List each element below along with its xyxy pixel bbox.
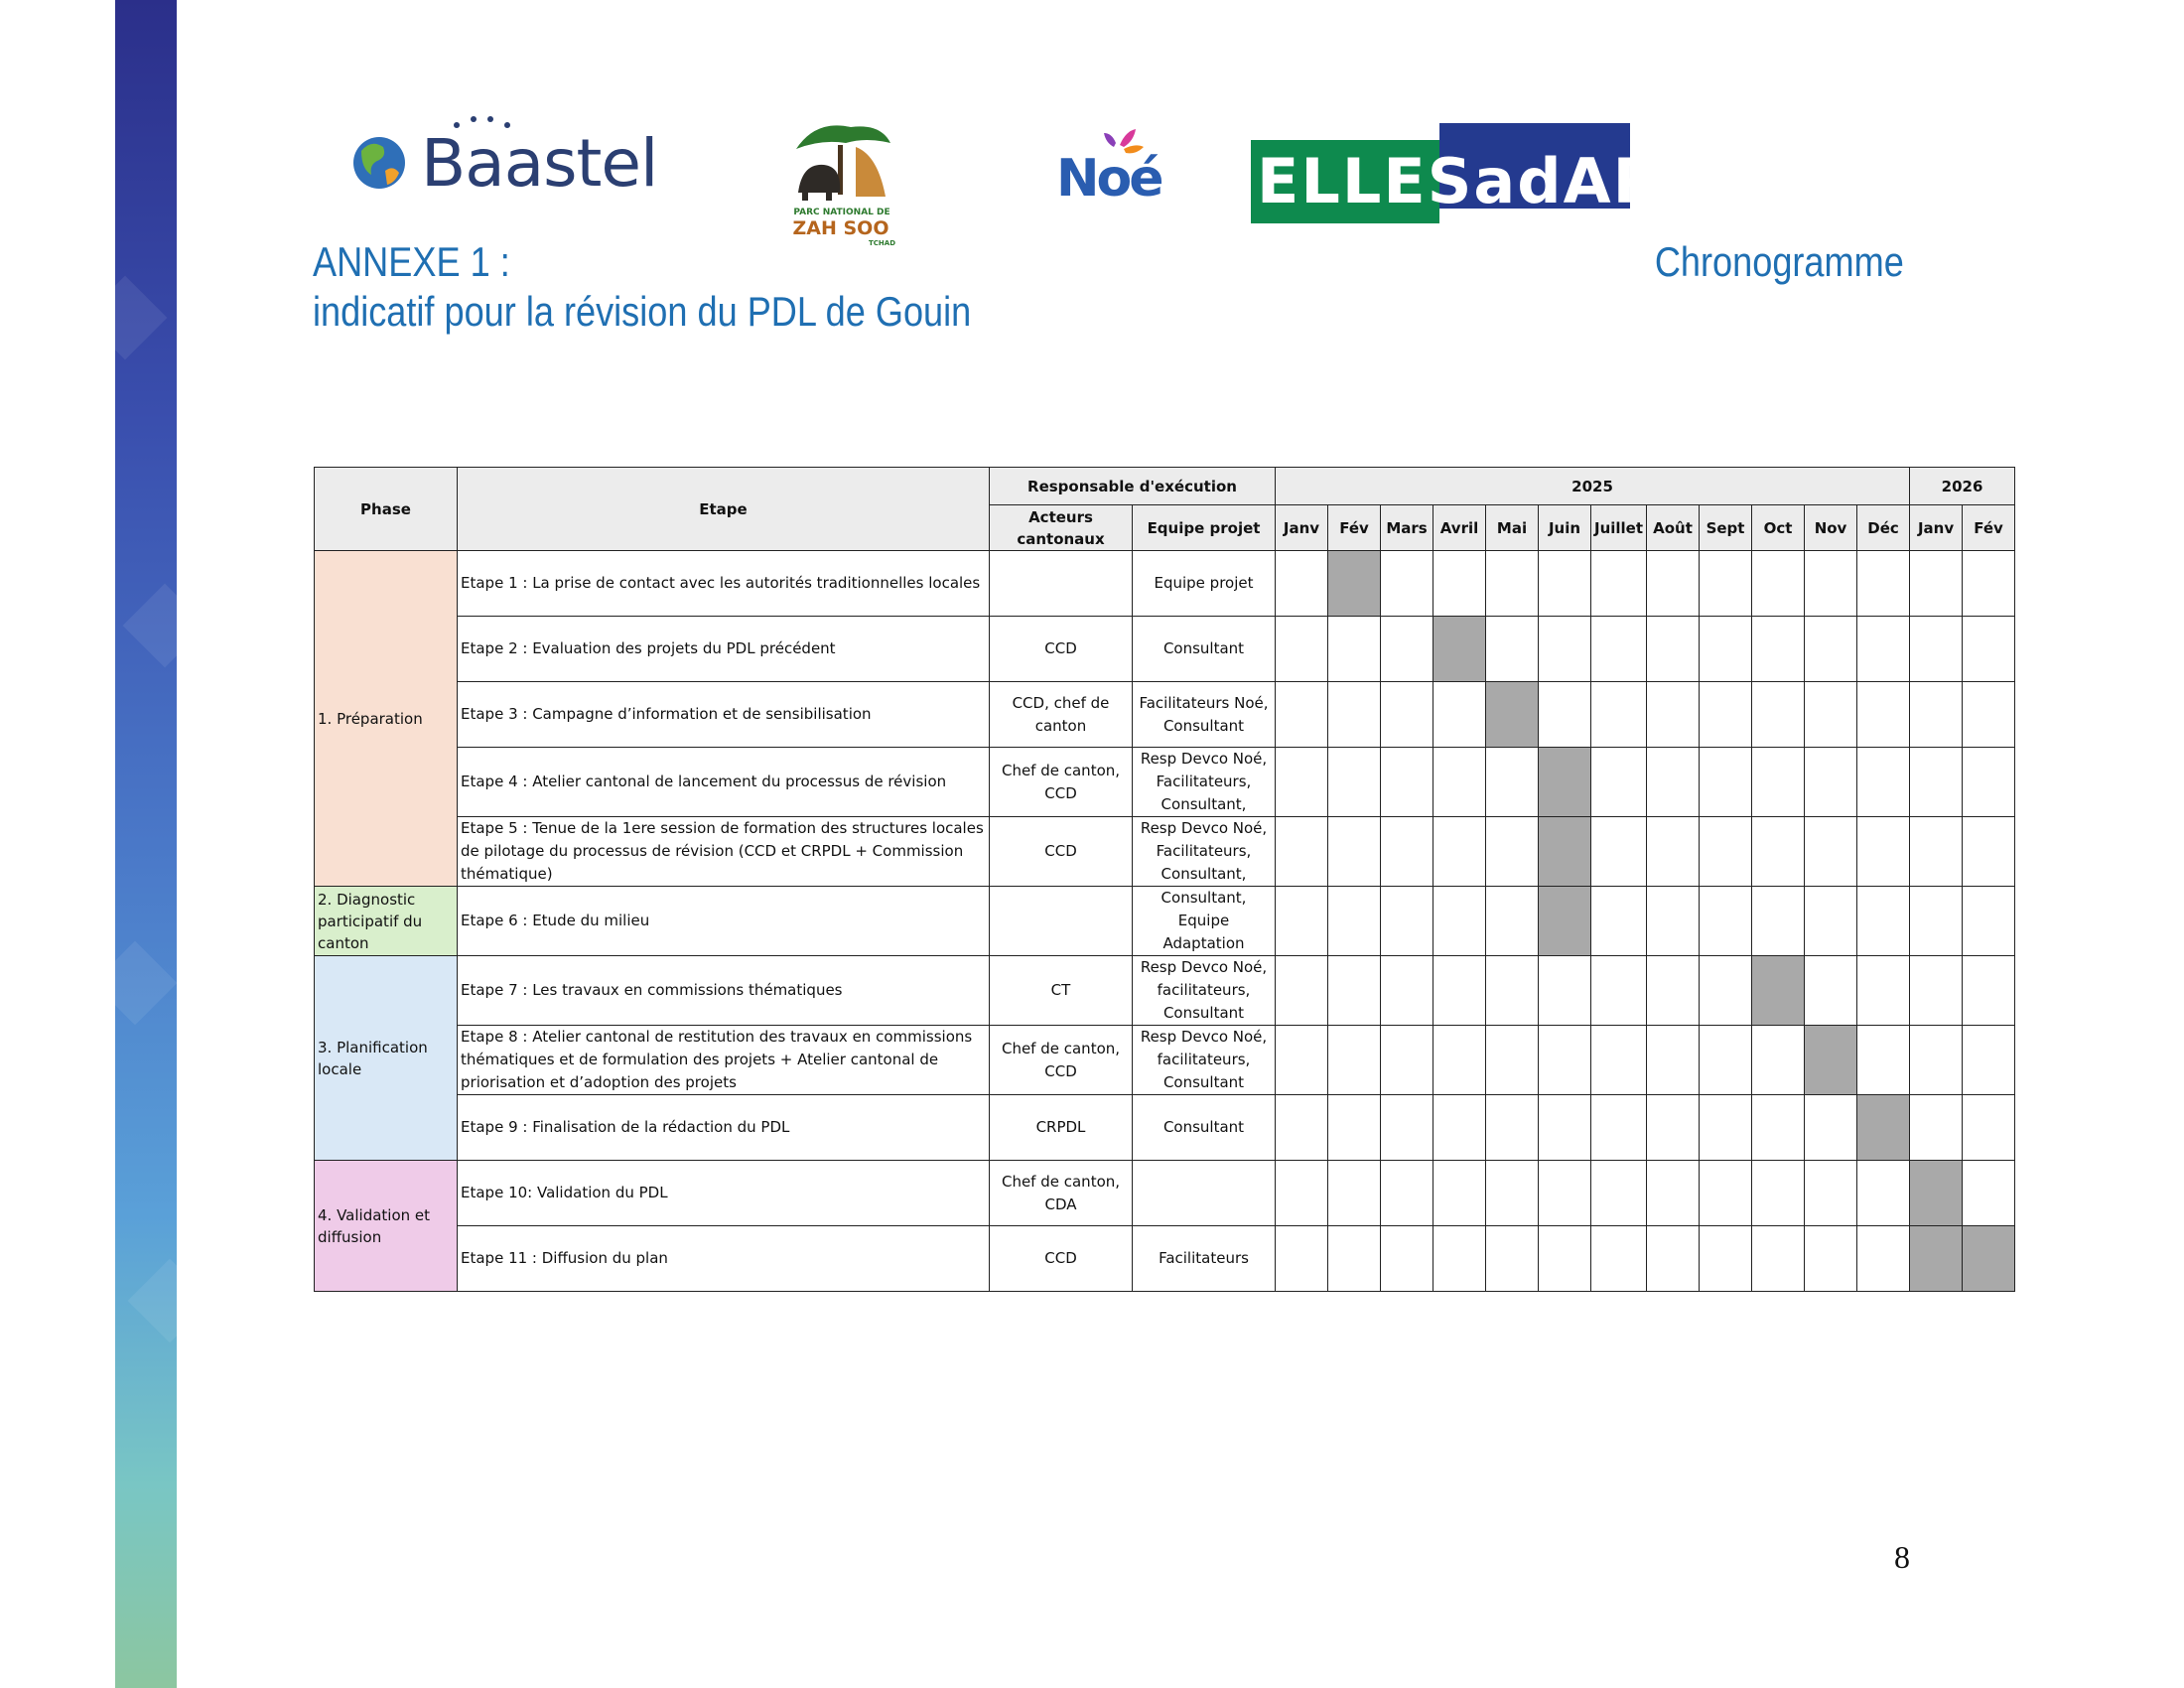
schedule-cell bbox=[1381, 617, 1433, 682]
schedule-cell bbox=[1276, 817, 1328, 887]
schedule-cell-active bbox=[1539, 748, 1591, 817]
table-row bbox=[315, 1026, 2015, 1095]
acteurs-cell: Chef de canton, CDA bbox=[990, 1161, 1133, 1226]
schedule-cell bbox=[1591, 1226, 1647, 1292]
acteurs-cell: Chef de canton, CCD bbox=[990, 748, 1133, 817]
schedule-cell bbox=[1539, 1095, 1591, 1161]
header-etape: Etape bbox=[458, 468, 990, 551]
schedule-cell bbox=[1433, 1161, 1486, 1226]
schedule-cell bbox=[1752, 748, 1805, 817]
schedule-table bbox=[314, 467, 2015, 1292]
phase-cell-validation: 4. Validation et diffusion bbox=[315, 1161, 458, 1292]
equipe-cell: Resp Devco Noé, facilitateurs, Consultant bbox=[1133, 956, 1276, 1026]
equipe-cell bbox=[1133, 1161, 1276, 1226]
schedule-cell bbox=[1700, 1226, 1752, 1292]
schedule-cell bbox=[1963, 1161, 2015, 1226]
header-month: Nov bbox=[1805, 505, 1857, 551]
header-month: Avril bbox=[1433, 505, 1486, 551]
acteurs-cell: CCD, chef de canton bbox=[990, 682, 1133, 748]
schedule-cell bbox=[1857, 682, 1910, 748]
phase-cell-preparation: 1. Préparation bbox=[315, 551, 458, 887]
table-row bbox=[315, 1161, 2015, 1226]
header-phase: Phase bbox=[315, 468, 458, 551]
zah-soo-caption-country: TCHAD bbox=[869, 239, 895, 247]
header-month: Fév bbox=[1328, 505, 1381, 551]
schedule-cell bbox=[1328, 1095, 1381, 1161]
schedule-cell bbox=[1647, 1161, 1700, 1226]
schedule-cell bbox=[1963, 617, 2015, 682]
header-month: Août bbox=[1647, 505, 1700, 551]
schedule-cell bbox=[1963, 956, 2015, 1026]
schedule-cell bbox=[1591, 617, 1647, 682]
schedule-cell bbox=[1752, 617, 1805, 682]
schedule-cell bbox=[1591, 887, 1647, 956]
step-cell: Etape 9 : Finalisation de la rédaction du PDL bbox=[458, 1095, 990, 1161]
phase-cell-planification: 3. Planification locale bbox=[315, 956, 458, 1161]
table-row bbox=[315, 748, 2015, 817]
step-cell: Etape 7 : Les travaux en commissions thématiques bbox=[458, 956, 990, 1026]
schedule-cell bbox=[1381, 817, 1433, 887]
schedule-cell bbox=[1486, 956, 1539, 1026]
schedule-cell bbox=[1433, 1026, 1486, 1095]
schedule-cell bbox=[1910, 1095, 1963, 1161]
schedule-cell bbox=[1486, 887, 1539, 956]
schedule-cell bbox=[1805, 682, 1857, 748]
schedule-cell bbox=[1647, 956, 1700, 1026]
schedule-cell bbox=[1486, 817, 1539, 887]
schedule-cell-active bbox=[1910, 1226, 1963, 1292]
schedule-cell bbox=[1647, 748, 1700, 817]
equipe-cell: Resp Devco Noé, Facilitateurs, Consultant, bbox=[1133, 817, 1276, 887]
schedule-cell-active bbox=[1805, 1026, 1857, 1095]
schedule-cell bbox=[1591, 1026, 1647, 1095]
schedule-cell bbox=[1539, 956, 1591, 1026]
schedule-cell bbox=[1752, 1095, 1805, 1161]
schedule-cell bbox=[1381, 551, 1433, 617]
schedule-cell bbox=[1752, 551, 1805, 617]
schedule-cell bbox=[1276, 1095, 1328, 1161]
schedule-cell-active bbox=[1539, 817, 1591, 887]
schedule-cell bbox=[1805, 887, 1857, 956]
schedule-cell bbox=[1910, 682, 1963, 748]
schedule-cell bbox=[1910, 617, 1963, 682]
schedule-cell bbox=[1381, 887, 1433, 956]
step-cell: Etape 3 : Campagne d’information et de sensibilisation bbox=[458, 682, 990, 748]
schedule-cell bbox=[1381, 748, 1433, 817]
schedule-cell bbox=[1591, 1095, 1647, 1161]
schedule-cell bbox=[1328, 682, 1381, 748]
schedule-cell bbox=[1381, 1226, 1433, 1292]
chronogramme-title: Chronogramme bbox=[1655, 238, 1904, 285]
schedule-cell bbox=[1539, 1026, 1591, 1095]
schedule-cell bbox=[1805, 551, 1857, 617]
schedule-cell-active bbox=[1910, 1161, 1963, 1226]
noe-logo-text: Noé bbox=[1056, 149, 1161, 209]
schedule-cell bbox=[1381, 1026, 1433, 1095]
schedule-cell bbox=[1486, 1095, 1539, 1161]
schedule-cell bbox=[1700, 551, 1752, 617]
equipe-cell: Consultant bbox=[1133, 617, 1276, 682]
page-number: 8 bbox=[1894, 1539, 1910, 1575]
header-month: Fév bbox=[1963, 505, 2015, 551]
schedule-cell bbox=[1276, 887, 1328, 956]
schedule-cell bbox=[1910, 748, 1963, 817]
schedule-cell bbox=[1328, 817, 1381, 887]
schedule-cell bbox=[1433, 956, 1486, 1026]
equipe-cell: Equipe projet bbox=[1133, 551, 1276, 617]
header-month: Janv bbox=[1910, 505, 1963, 551]
header-equipe: Equipe projet bbox=[1133, 505, 1276, 551]
schedule-cell bbox=[1276, 748, 1328, 817]
schedule-cell bbox=[1857, 551, 1910, 617]
schedule-cell bbox=[1647, 551, 1700, 617]
acteurs-cell: CT bbox=[990, 956, 1133, 1026]
schedule-cell bbox=[1805, 617, 1857, 682]
schedule-cell bbox=[1963, 1026, 2015, 1095]
acteurs-cell bbox=[990, 887, 1133, 956]
schedule-cell bbox=[1433, 682, 1486, 748]
step-cell: Etape 8 : Atelier cantonal de restitution des travaux en commissions thématiques et de formulation des projets + Atelier cantonal de priorisation et d’adoption des projets bbox=[458, 1026, 990, 1095]
schedule-cell bbox=[1857, 1026, 1910, 1095]
schedule-cell bbox=[1328, 1026, 1381, 1095]
header-month: Juin bbox=[1539, 505, 1591, 551]
schedule-cell bbox=[1486, 1226, 1539, 1292]
schedule-cell bbox=[1328, 956, 1381, 1026]
header-year-2025: 2025 bbox=[1276, 468, 1910, 505]
schedule-cell bbox=[1591, 682, 1647, 748]
schedule-cell bbox=[1752, 1026, 1805, 1095]
schedule-cell bbox=[1381, 682, 1433, 748]
schedule-cell bbox=[1328, 748, 1381, 817]
header-month: Juillet bbox=[1591, 505, 1647, 551]
schedule-cell bbox=[1539, 1161, 1591, 1226]
annex-subtitle: indicatif pour la révision du PDL de Gouin bbox=[313, 288, 972, 335]
schedule-cell bbox=[1963, 887, 2015, 956]
schedule-cell bbox=[1647, 1095, 1700, 1161]
schedule-cell bbox=[1539, 1226, 1591, 1292]
schedule-cell bbox=[1433, 748, 1486, 817]
schedule-cell bbox=[1805, 1095, 1857, 1161]
schedule-cell bbox=[1700, 617, 1752, 682]
schedule-cell bbox=[1752, 1226, 1805, 1292]
schedule-cell-active bbox=[1433, 617, 1486, 682]
schedule-cell bbox=[1752, 1161, 1805, 1226]
schedule-cell bbox=[1910, 817, 1963, 887]
schedule-cell bbox=[1910, 887, 1963, 956]
schedule-cell bbox=[1963, 551, 2015, 617]
equipe-cell: Resp Devco Noé, facilitateurs, Consultant bbox=[1133, 1026, 1276, 1095]
schedule-cell bbox=[1963, 1095, 2015, 1161]
baastel-logo bbox=[347, 111, 658, 206]
schedule-cell bbox=[1700, 956, 1752, 1026]
schedule-cell bbox=[1433, 1226, 1486, 1292]
schedule-cell bbox=[1857, 1161, 1910, 1226]
schedule-cell bbox=[1700, 1026, 1752, 1095]
zah-soo-logo bbox=[786, 115, 895, 249]
equipe-cell: Facilitateurs bbox=[1133, 1226, 1276, 1292]
schedule-cell bbox=[1857, 817, 1910, 887]
header-acteurs: Acteurs cantonaux bbox=[990, 505, 1133, 551]
step-cell: Etape 4 : Atelier cantonal de lancement du processus de révision bbox=[458, 748, 990, 817]
table-row bbox=[315, 956, 2015, 1026]
schedule-cell bbox=[1433, 551, 1486, 617]
schedule-cell bbox=[1433, 887, 1486, 956]
decorative-sidebar-stripe bbox=[115, 0, 177, 1688]
schedule-cell bbox=[1700, 887, 1752, 956]
equipe-cell: Facilitateurs Noé, Consultant bbox=[1133, 682, 1276, 748]
schedule-cell bbox=[1486, 1026, 1539, 1095]
schedule-cell bbox=[1591, 551, 1647, 617]
step-cell: Etape 2 : Evaluation des projets du PDL précédent bbox=[458, 617, 990, 682]
schedule-cell bbox=[1805, 748, 1857, 817]
annex-title: ANNEXE 1 : bbox=[313, 238, 510, 285]
schedule-cell bbox=[1647, 887, 1700, 956]
table-row bbox=[315, 1095, 2015, 1161]
schedule-cell bbox=[1805, 1226, 1857, 1292]
schedule-cell bbox=[1963, 748, 2015, 817]
schedule-cell bbox=[1752, 682, 1805, 748]
decor-diamond bbox=[123, 584, 177, 668]
schedule-cell bbox=[1486, 551, 1539, 617]
schedule-cell bbox=[1433, 1095, 1486, 1161]
acteurs-cell bbox=[990, 551, 1133, 617]
schedule-cell bbox=[1700, 817, 1752, 887]
schedule-cell bbox=[1276, 1161, 1328, 1226]
schedule-cell-active bbox=[1857, 1095, 1910, 1161]
table-row bbox=[315, 887, 2015, 956]
schedule-cell bbox=[1591, 817, 1647, 887]
acteurs-cell: CCD bbox=[990, 817, 1133, 887]
header-month: Déc bbox=[1857, 505, 1910, 551]
step-cell: Etape 11 : Diffusion du plan bbox=[458, 1226, 990, 1292]
schedule-cell bbox=[1276, 1026, 1328, 1095]
header-month: Mai bbox=[1486, 505, 1539, 551]
schedule-cell bbox=[1805, 1161, 1857, 1226]
schedule-cell bbox=[1328, 1226, 1381, 1292]
elles-logo-left-text: ELLES bbox=[1257, 145, 1474, 217]
equipe-cell: Consultant bbox=[1133, 1095, 1276, 1161]
schedule-cell-active bbox=[1328, 551, 1381, 617]
equipe-cell: Consultant, Equipe Adaptation bbox=[1133, 887, 1276, 956]
schedule-cell bbox=[1591, 748, 1647, 817]
schedule-cell bbox=[1805, 817, 1857, 887]
table-row bbox=[315, 682, 2015, 748]
acteurs-cell: CCD bbox=[990, 1226, 1133, 1292]
schedule-cell bbox=[1700, 748, 1752, 817]
step-cell: Etape 10: Validation du PDL bbox=[458, 1161, 990, 1226]
header-month: Oct bbox=[1752, 505, 1805, 551]
header-month: Sept bbox=[1700, 505, 1752, 551]
schedule-cell bbox=[1486, 617, 1539, 682]
schedule-cell bbox=[1857, 956, 1910, 1026]
elles-adapt-logo bbox=[1251, 123, 1692, 224]
acteurs-cell: CCD bbox=[990, 617, 1133, 682]
step-cell: Etape 1 : La prise de contact avec les autorités traditionnelles locales bbox=[458, 551, 990, 617]
schedule-cell bbox=[1700, 682, 1752, 748]
decor-diamond bbox=[128, 1259, 177, 1343]
schedule-cell bbox=[1857, 617, 1910, 682]
acteurs-cell: CRPDL bbox=[990, 1095, 1133, 1161]
schedule-cell bbox=[1381, 1095, 1433, 1161]
schedule-cell bbox=[1276, 1226, 1328, 1292]
schedule-cell bbox=[1752, 887, 1805, 956]
schedule-cell-active bbox=[1486, 682, 1539, 748]
schedule-cell bbox=[1700, 1095, 1752, 1161]
schedule-cell bbox=[1433, 817, 1486, 887]
schedule-cell bbox=[1328, 617, 1381, 682]
header-responsable: Responsable d'exécution bbox=[990, 468, 1276, 505]
noe-logo bbox=[1052, 127, 1161, 211]
schedule-cell bbox=[1486, 1161, 1539, 1226]
schedule-cell bbox=[1381, 1161, 1433, 1226]
equipe-cell: Resp Devco Noé, Facilitateurs, Consultant, bbox=[1133, 748, 1276, 817]
schedule-cell bbox=[1700, 1161, 1752, 1226]
zah-soo-caption-top: PARC NATIONAL DE bbox=[793, 208, 890, 217]
table-row bbox=[315, 817, 2015, 887]
header-year-2026: 2026 bbox=[1910, 468, 2015, 505]
schedule-cell bbox=[1963, 817, 2015, 887]
header-month: Janv bbox=[1276, 505, 1328, 551]
decor-diamond bbox=[115, 276, 167, 360]
schedule-cell bbox=[1647, 617, 1700, 682]
schedule-cell bbox=[1857, 887, 1910, 956]
schedule-cell bbox=[1647, 682, 1700, 748]
schedule-cell bbox=[1805, 956, 1857, 1026]
schedule-cell bbox=[1276, 956, 1328, 1026]
schedule-cell-active bbox=[1752, 956, 1805, 1026]
elles-logo-right-text: adAPt bbox=[1473, 145, 1692, 217]
schedule-cell bbox=[1857, 748, 1910, 817]
schedule-cell-active bbox=[1963, 1226, 2015, 1292]
schedule-cell bbox=[1910, 956, 1963, 1026]
schedule-cell bbox=[1486, 748, 1539, 817]
step-cell: Etape 6 : Etude du milieu bbox=[458, 887, 990, 956]
header-month: Mars bbox=[1381, 505, 1433, 551]
schedule-cell bbox=[1857, 1226, 1910, 1292]
schedule-cell bbox=[1539, 682, 1591, 748]
schedule-cell bbox=[1276, 551, 1328, 617]
schedule-cell bbox=[1647, 817, 1700, 887]
zah-soo-caption-main: ZAH SOO bbox=[792, 217, 889, 239]
schedule-cell bbox=[1591, 956, 1647, 1026]
schedule-cell bbox=[1276, 617, 1328, 682]
decor-diamond bbox=[115, 941, 177, 1026]
acteurs-cell: Chef de canton, CCD bbox=[990, 1026, 1133, 1095]
schedule-cell bbox=[1910, 551, 1963, 617]
schedule-cell bbox=[1381, 956, 1433, 1026]
phase-cell-diagnostic: 2. Diagnostic participatif du canton bbox=[315, 887, 458, 956]
schedule-cell bbox=[1647, 1226, 1700, 1292]
schedule-cell bbox=[1539, 617, 1591, 682]
schedule-cell bbox=[1539, 551, 1591, 617]
table-row bbox=[315, 551, 2015, 617]
schedule-cell bbox=[1328, 1161, 1381, 1226]
baastel-logo-text: Baastel bbox=[421, 125, 658, 202]
schedule-cell-active bbox=[1539, 887, 1591, 956]
schedule-cell bbox=[1276, 682, 1328, 748]
schedule-cell bbox=[1963, 682, 2015, 748]
schedule-cell bbox=[1910, 1026, 1963, 1095]
schedule-cell bbox=[1591, 1161, 1647, 1226]
schedule-cell bbox=[1328, 887, 1381, 956]
table-row bbox=[315, 617, 2015, 682]
schedule-cell bbox=[1647, 1026, 1700, 1095]
table-row bbox=[315, 1226, 2015, 1292]
schedule-cell bbox=[1752, 817, 1805, 887]
step-cell: Etape 5 : Tenue de la 1ere session de formation des structures locales de pilotage du processus de révision (CCD et CRPDL + Commission thématique) bbox=[458, 817, 990, 887]
elles-logo-text bbox=[1257, 145, 1692, 217]
